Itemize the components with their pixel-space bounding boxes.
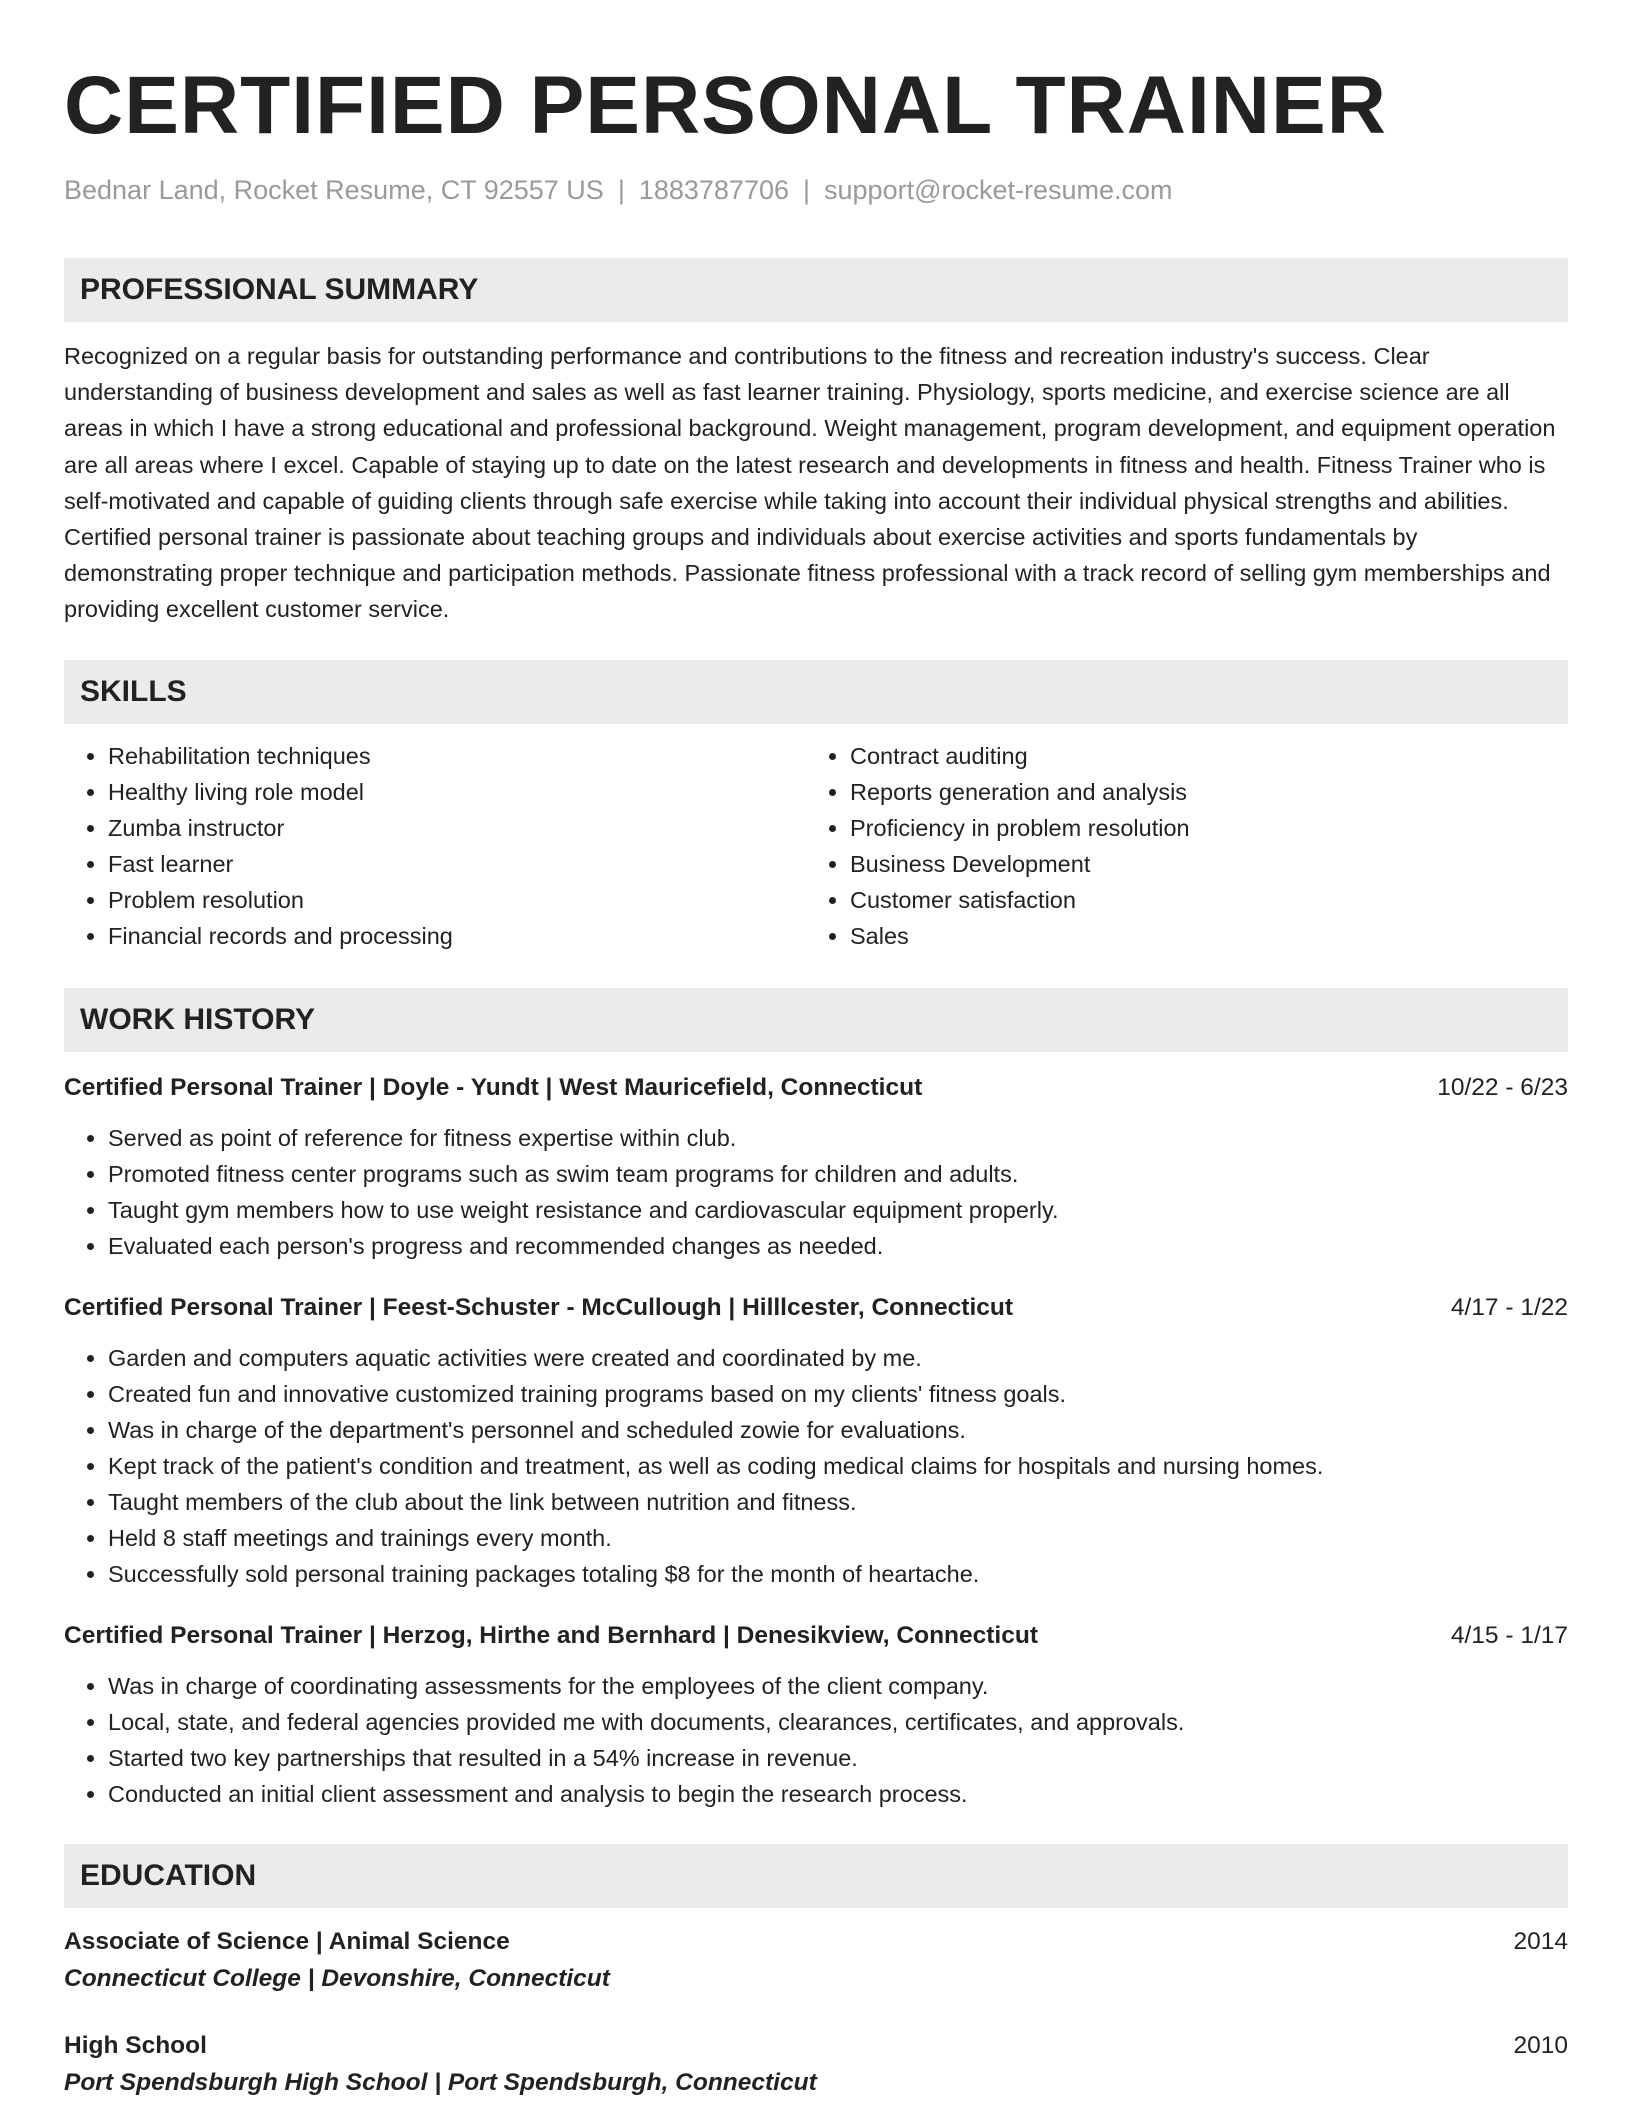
job-bullets xyxy=(64,1340,1568,1592)
job-bullet: • Held 8 staff meetings and trainings every month. xyxy=(108,1520,1568,1556)
graduation-year: 2014 xyxy=(1513,1927,1568,1955)
job-bullet: • Conducted an initial client assessment and analysis to begin the research process. xyxy=(108,1776,1568,1812)
school-name: Port Spendsburgh High School | Port Spendsburgh, Connecticut xyxy=(64,2068,817,2096)
contact-email[interactable]: support@rocket-resume.com xyxy=(824,175,1173,205)
job-bullet: • Was in charge of the department's personnel and scheduled zowie for evaluations. xyxy=(108,1412,1568,1448)
school-name: Connecticut College | Devonshire, Connecticut xyxy=(64,1964,610,1992)
skills-column-right xyxy=(806,738,1548,954)
education-entry xyxy=(64,1924,1568,1998)
skill-item: • Sales xyxy=(850,918,1548,954)
skill-item: • Proficiency in problem resolution xyxy=(850,810,1548,846)
job-title: Certified Personal Trainer | Doyle - Yundt | West Mauricefield, Connecticut xyxy=(64,1073,923,1101)
job-bullet: • Kept track of the patient's condition and treatment, as well as coding medical claims for hospitals and nursing homes. xyxy=(108,1448,1568,1484)
contact-separator: | xyxy=(617,175,625,205)
job-title: Certified Personal Trainer | Feest-Schuster - McCullough | Hilllcester, Connecticut xyxy=(64,1293,1014,1321)
job-bullet: • Promoted fitness center programs such as swim team programs for children and adults. xyxy=(108,1156,1568,1192)
job-bullet: • Garden and computers aquatic activities were created and coordinated by me. xyxy=(108,1340,1568,1376)
job-dates: 4/15 - 1/17 xyxy=(1450,1621,1568,1649)
summary-text: Recognized on a regular basis for outstanding performance and contributions to the fitness and recreation industry's success. Clear understanding of business development and sales as well as fast learner training. Physiology, sports medicine, and exercise science are all areas in which I have a strong educational and professional background. Weight management, program development, and equipment operation are all areas where I excel. Capable of staying up to date on the latest research and developments in fitness and health. Fitness Trainer who is self-motivated and capable of guiding clients through safe exercise while taking into account their individual physical strengths and abilities. Certified personal trainer is passionate about teaching groups and individuals about exercise activities and sports fundamentals by demonstrating proper technique and participation methods. Passionate fitness professional with a track record of selling gym memberships and providing excellent customer service. xyxy=(64,343,1556,623)
contact-line xyxy=(64,172,1568,208)
contact-address: Bednar Land, Rocket Resume, CT 92557 US xyxy=(64,175,604,205)
contact-phone: 1883787706 xyxy=(638,175,789,205)
job-bullets xyxy=(64,1668,1568,1812)
skill-item: • Business Development xyxy=(850,846,1548,882)
job-dates: 10/22 - 6/23 xyxy=(1437,1073,1568,1101)
skill-item: • Contract auditing xyxy=(850,738,1548,774)
job-header xyxy=(64,1070,1568,1106)
job-entry xyxy=(64,1618,1568,1812)
education-header xyxy=(64,1924,1568,1960)
job-bullet: • Taught members of the club about the link between nutrition and fitness. xyxy=(108,1484,1568,1520)
skill-item: • Zumba instructor xyxy=(108,810,806,846)
job-bullets xyxy=(64,1120,1568,1264)
skill-item: • Reports generation and analysis xyxy=(850,774,1548,810)
skill-item: • Problem resolution xyxy=(108,882,806,918)
degree-title: Associate of Science | Animal Science xyxy=(64,1927,510,1955)
resume-title: CERTIFIED PERSONAL TRAINER xyxy=(64,60,1387,151)
skill-item: • Fast learner xyxy=(108,846,806,882)
job-bullet: • Successfully sold personal training packages totaling $8 for the month of heartache. xyxy=(108,1556,1568,1592)
contact-separator: | xyxy=(803,175,811,205)
summary-heading: PROFESSIONAL SUMMARY xyxy=(64,258,1568,322)
job-bullet: • Started two key partnerships that resulted in a 54% increase in revenue. xyxy=(108,1740,1568,1776)
skill-item: • Healthy living role model xyxy=(108,774,806,810)
resume-page xyxy=(64,0,1568,2102)
skills-list xyxy=(64,738,1568,954)
job-bullet: • Taught gym members how to use weight resistance and cardiovascular equipment properly. xyxy=(108,1192,1568,1228)
skills-column-left xyxy=(64,738,806,954)
education-entry xyxy=(64,2028,1568,2102)
degree-title: High School xyxy=(64,2031,207,2059)
skills-heading: SKILLS xyxy=(64,660,1568,724)
graduation-year: 2010 xyxy=(1513,2031,1568,2059)
education-header xyxy=(64,2028,1568,2064)
job-entry xyxy=(64,1070,1568,1264)
job-dates: 4/17 - 1/22 xyxy=(1450,1293,1568,1321)
work-history-heading: WORK HISTORY xyxy=(64,988,1568,1052)
job-entry xyxy=(64,1290,1568,1592)
job-header xyxy=(64,1290,1568,1326)
job-bullet: • Local, state, and federal agencies provided me with documents, clearances, certificates, and approvals. xyxy=(108,1704,1568,1740)
job-bullet: • Created fun and innovative customized training programs based on my clients' fitness goals. xyxy=(108,1376,1568,1412)
job-bullet: • Was in charge of coordinating assessments for the employees of the client company. xyxy=(108,1668,1568,1704)
job-title: Certified Personal Trainer | Herzog, Hirthe and Bernhard | Denesikview, Connecticut xyxy=(64,1621,1038,1649)
job-header xyxy=(64,1618,1568,1654)
job-bullet: • Evaluated each person's progress and recommended changes as needed. xyxy=(108,1228,1568,1264)
education-heading: EDUCATION xyxy=(64,1844,1568,1908)
skill-item: • Rehabilitation techniques xyxy=(108,738,806,774)
job-bullet: • Served as point of reference for fitness expertise within club. xyxy=(108,1120,1568,1156)
skill-item: • Customer satisfaction xyxy=(850,882,1548,918)
skill-item: • Financial records and processing xyxy=(108,918,806,954)
